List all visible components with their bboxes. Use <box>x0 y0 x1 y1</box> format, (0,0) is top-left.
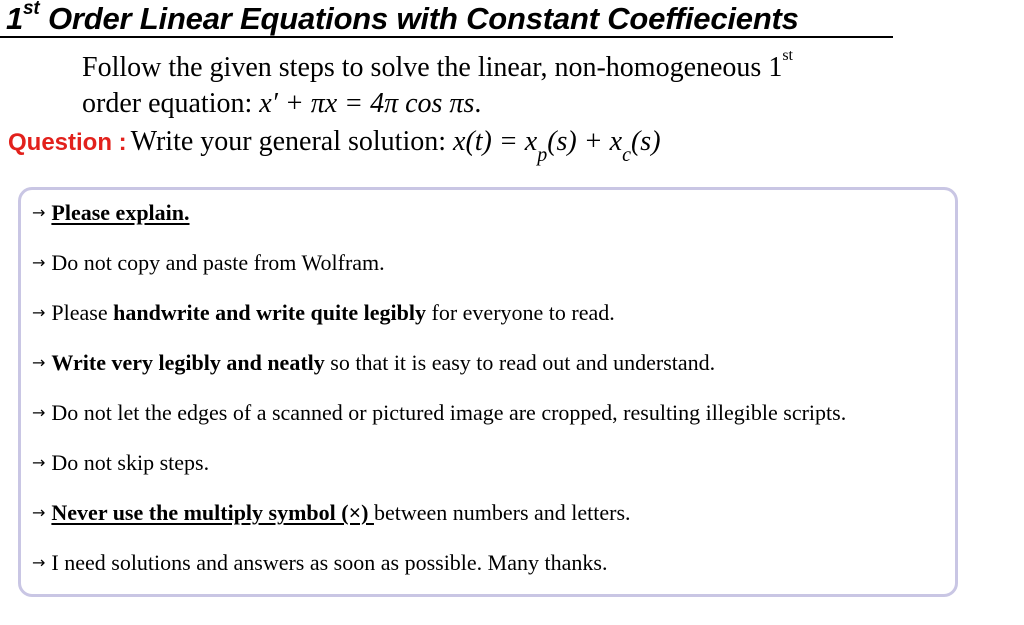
general-solution-formula: $x(t) = x_p(s) + x_c(s)$ <box>453 126 661 166</box>
instruction-item: → Do not let the edges of a scanned or pictured image are cropped, resulting illegible scripts. <box>32 396 846 446</box>
question-text: Write your general solution: $x(t) = x_p(s) + x_c(s)$ <box>130 126 661 166</box>
instruction-item: → I need solutions and answers as soon as possible. Many thanks. <box>32 546 846 596</box>
arrow-icon: → <box>32 503 46 522</box>
arrow-icon: → <box>32 203 46 222</box>
instruction-item: → Do not copy and paste from Wolfram. <box>32 246 846 296</box>
title-ordinal: 1st <box>6 0 40 36</box>
equation: x′ + πx = 4π cos πs <box>259 88 475 119</box>
question-line <box>8 126 661 166</box>
problem-statement <box>82 46 793 122</box>
title-text: Order Linear Equations with Constant Coeffiecients <box>47 1 799 36</box>
problem-line-1: Follow the given steps to solve the linear, non-homogeneous 1st <box>82 46 793 83</box>
instruction-item: → Never use the multiply symbol (×) between numbers and letters. <box>32 496 846 546</box>
question-label: Question : <box>8 129 127 156</box>
instructions-list <box>32 196 846 596</box>
arrow-icon: → <box>32 353 46 372</box>
title-underline <box>0 36 893 38</box>
instruction-item: → Please explain. <box>32 196 846 246</box>
arrow-icon: → <box>32 453 46 472</box>
page-title <box>6 2 799 36</box>
arrow-icon: → <box>32 403 46 422</box>
instruction-item: → Write very legibly and neatly so that it is easy to read out and understand. <box>32 346 846 396</box>
arrow-icon: → <box>32 253 46 272</box>
instruction-item: → Do not skip steps. <box>32 446 846 496</box>
problem-line-2: order equation: x′ + πx = 4π cos πs. <box>82 88 482 119</box>
instruction-item: → Please handwrite and write quite legibly for everyone to read. <box>32 296 846 346</box>
arrow-icon: → <box>32 303 46 322</box>
arrow-icon: → <box>32 553 46 572</box>
